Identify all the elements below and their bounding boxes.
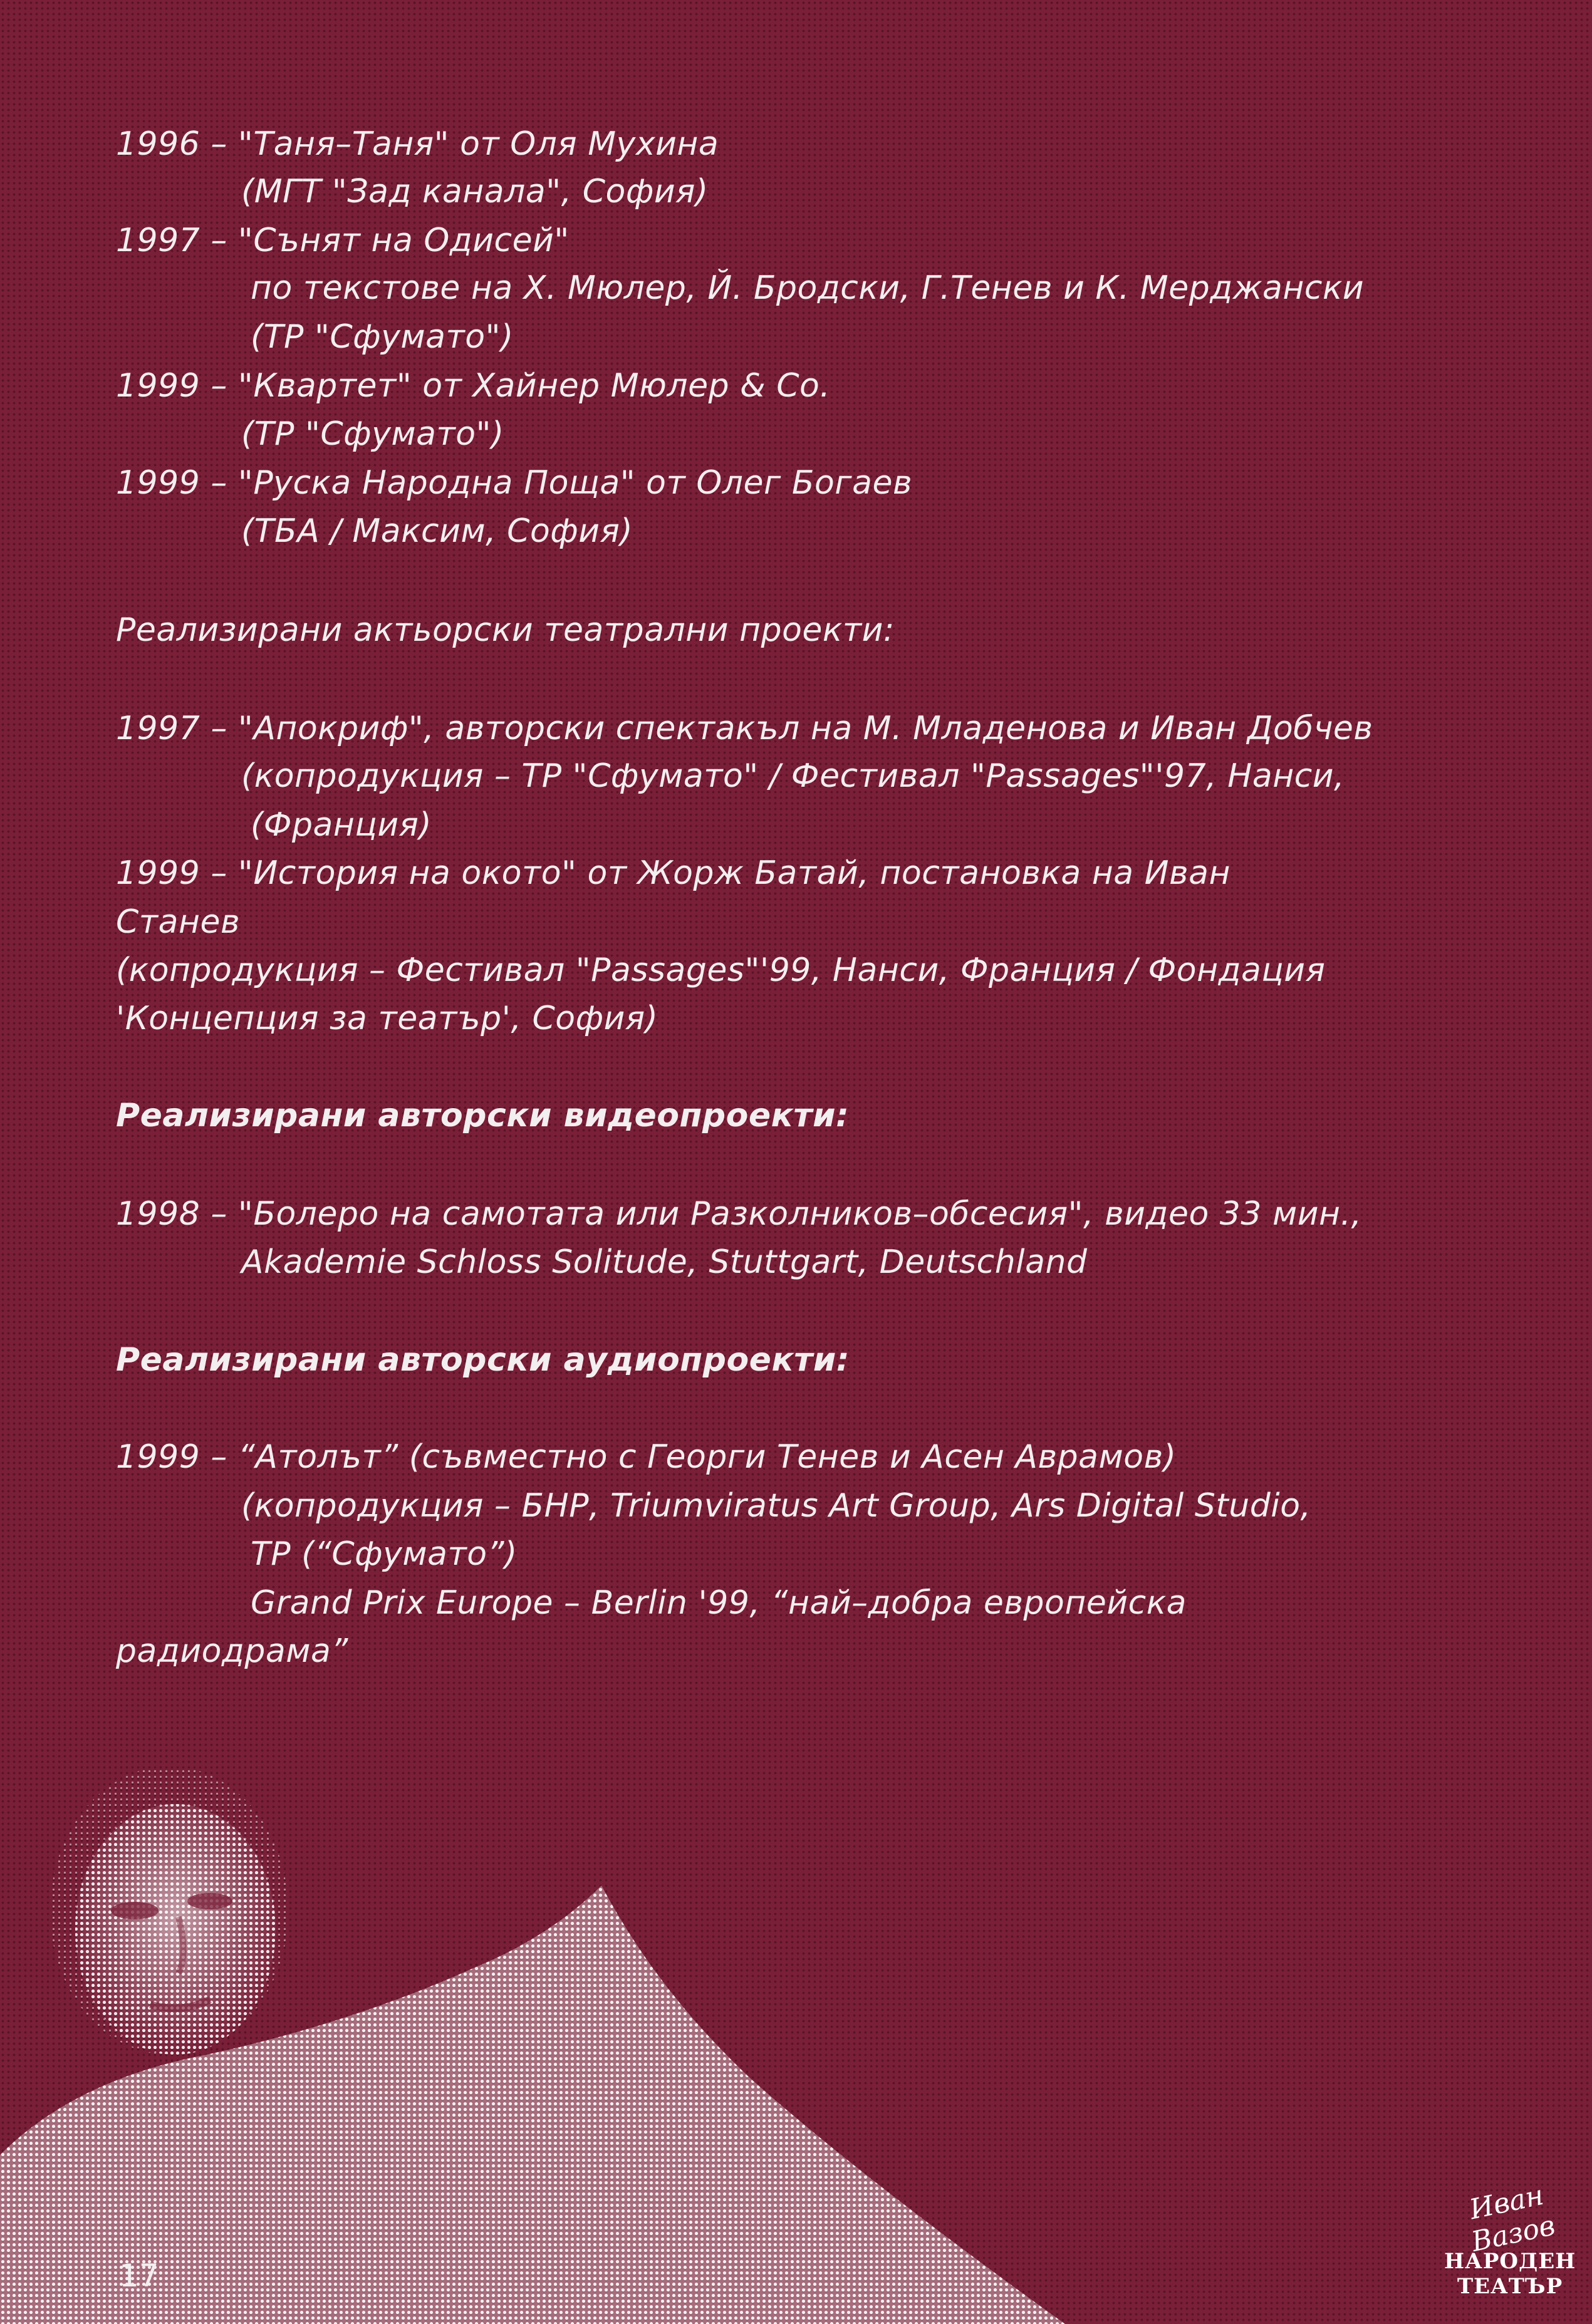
entry-1999b-title: 1999 – "Руска Народна Поща" от Олег Богаев [116, 464, 913, 502]
entry-1997-title: 1997 – "Сънят на Одисей" [116, 222, 570, 259]
actor-projects-heading: Реализирани актьорски театрални проекти: [116, 611, 895, 649]
actor-entry-1999-director: Станев [116, 903, 241, 941]
video-entry-1998-venue: Akademie Schloss Solitude, Stuttgart, Deutschland [241, 1243, 1088, 1281]
logo-signature: Иван Вазов [1467, 2179, 1558, 2258]
logo-line-2: ТЕАТЪР [1457, 2274, 1563, 2299]
national-theatre-logo [1444, 2180, 1576, 2315]
actor-entry-1999-coproduction: (копродукция – Фестивал "Passages"'99, Нанси, Франция / Фондация [116, 952, 1326, 989]
audio-entry-1999-theatre: ТР (“Сфумато”) [251, 1535, 518, 1573]
entry-1997-authors: по текстове на Х. Мюлер, Й. Бродски, Г.Тенев и К. Мерджански [251, 269, 1365, 307]
actor-entry-1997-title: 1997 – "Апокриф", авторски спектакъл на М. Младенова и Иван Добчев [116, 710, 1373, 747]
actor-entry-1999-foundation: 'Концепция за театър', София) [116, 1000, 658, 1037]
audio-entry-1999-award: Grand Prix Europe – Berlin '99, “най–добра европейска [251, 1584, 1187, 1622]
audio-projects-heading: Реализирани авторски аудиопроекти: [116, 1341, 850, 1379]
logo-line-1: НАРОДЕН [1444, 2249, 1576, 2274]
entry-1999b-venue: (ТБА / Максим, София) [241, 512, 633, 550]
page-number: 17 [119, 2258, 159, 2294]
portrait-photo [0, 1729, 1065, 2324]
audio-entry-1999-coproduction: (копродукция – БНР, Triumviratus Art Group, Ars Digital Studio, [241, 1487, 1311, 1525]
entry-1996-title: 1996 – "Таня–Таня" от Оля Мухина [116, 125, 719, 163]
entry-1997-venue: (ТР "Сфумато") [251, 318, 514, 356]
audio-entry-1999-award-cont: радиодрама” [116, 1632, 348, 1670]
video-projects-heading: Реализирани авторски видеопроекти: [116, 1097, 850, 1134]
audio-entry-1999-title: 1999 – “Атолът” (съвместно с Георги Тенев и Асен Аврамов) [116, 1438, 1177, 1476]
entry-1996-venue: (МГТ "Зад канала", София) [241, 173, 709, 210]
entry-1999a-venue: (ТР "Сфумато") [241, 415, 504, 453]
video-entry-1998-title: 1998 – "Болеро на самотата или Разколников–обсесия", видео 33 мин., [116, 1195, 1362, 1233]
actor-entry-1997-coproduction: (копродукция – ТР "Сфумато" / Фестивал "Passages"'97, Нанси, [241, 757, 1345, 795]
entry-1999a-title: 1999 – "Квартет" от Хайнер Мюлер & Co. [116, 367, 831, 405]
actor-entry-1997-country: (Франция) [251, 806, 432, 844]
actor-entry-1999-title: 1999 – "История на окото" от Жорж Батай, постановка на Иван [116, 854, 1231, 892]
